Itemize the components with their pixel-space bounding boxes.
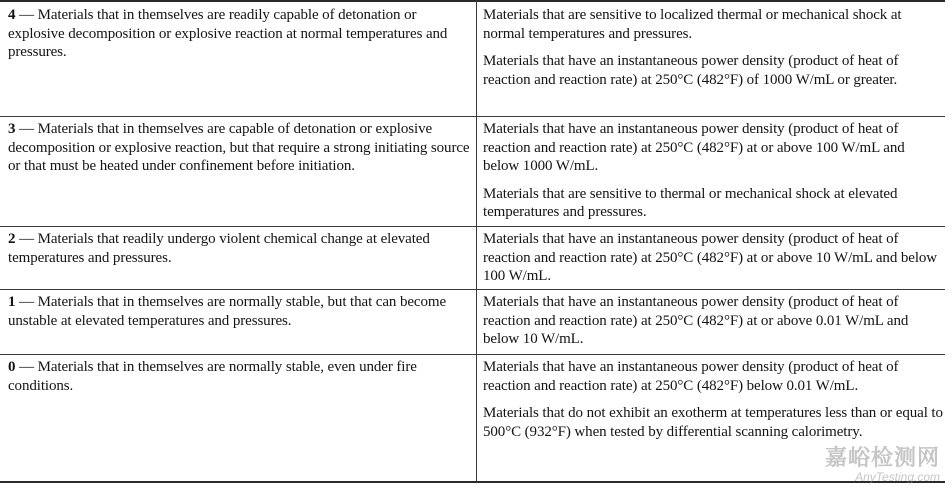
- row-4-definition-1: Materials that are sensitive to localized thermal or mechanical shock at normal temperatures and pressures.: [483, 7, 902, 42]
- row-2-criterion: Materials that readily undergo violent chemical change at elevated temperatures and pressures.: [8, 231, 430, 266]
- row-2-level: 2: [8, 231, 16, 247]
- row-3-definition-1: Materials that have an instantaneous power density (product of heat of reaction and reaction rate) at 250°C (482°F) at or above 100 W/mL and below 1000 W/mL.: [483, 121, 905, 174]
- row-4-dash: —: [19, 7, 34, 23]
- row-2-definition-1: Materials that have an instantaneous power density (product of heat of reaction and reaction rate) at 250°C (482°F) at or above 10 W/mL and below 100 W/mL.: [483, 231, 938, 284]
- row-2-definition-cell: [483, 230, 943, 295]
- row-3-level: 3: [8, 121, 16, 137]
- row-1-criterion-cell: [8, 293, 470, 330]
- row-separator: [0, 116, 945, 117]
- row-4-level: 4: [8, 7, 16, 23]
- row-2-criterion-cell: [8, 230, 470, 267]
- row-1-dash: —: [19, 294, 34, 310]
- watermark-logo-text: 嘉峪检测网: [824, 446, 940, 471]
- row-0-criterion: Materials that in themselves are normally stable, even under fire conditions.: [8, 359, 417, 394]
- watermark-url: AnyTesting.com: [855, 470, 940, 484]
- row-3-definition-cell: [483, 120, 943, 231]
- row-separator: [0, 289, 945, 290]
- row-separator: [0, 354, 945, 355]
- row-0-criterion-cell: [8, 358, 470, 395]
- row-1-level: 1: [8, 294, 16, 310]
- row-3-definition-2: Materials that are sensitive to thermal or mechanical shock at elevated temperatures and pressures.: [483, 185, 898, 220]
- column-divider: [476, 0, 477, 483]
- row-2-dash: —: [19, 231, 34, 247]
- watermark: [825, 441, 940, 484]
- table-bottom-rule: [0, 481, 945, 483]
- row-1-definition-1: Materials that have an instantaneous power density (product of heat of reaction and reaction rate) at 250°C (482°F) at or above 0.01 W/mL and below 10 W/mL.: [483, 294, 909, 347]
- row-4-definition-cell: [483, 6, 943, 98]
- row-1-criterion: Materials that in themselves are normally stable, but that can become unstable at elevated temperatures and pressures.: [8, 294, 447, 329]
- row-3-criterion-cell: [8, 120, 470, 176]
- row-3-dash: —: [19, 121, 34, 137]
- row-1-definition-cell: [483, 293, 943, 358]
- row-3-criterion: Materials that in themselves are capable of detonation or explosive decomposition or explosive reaction, but that require a strong initiating source or that must be heated under confinement before initiation.: [8, 121, 470, 174]
- row-4-criterion-cell: [8, 6, 470, 62]
- row-4-definition-2: Materials that have an instantaneous power density (product of heat of reaction and reaction rate) at 250°C (482°F) of 1000 W/mL or greater.: [483, 53, 899, 88]
- row-separator: [0, 226, 945, 227]
- row-0-definition-1: Materials that have an instantaneous power density (product of heat of reaction and reaction rate) at 250°C (482°F) below 0.01 W/mL.: [483, 359, 899, 394]
- row-0-definition-cell: [483, 358, 943, 450]
- row-4-criterion: Materials that in themselves are readily capable of detonation or explosive decomposition or explosive reaction at normal temperatures and pressures.: [8, 7, 448, 60]
- row-0-level: 0: [8, 359, 16, 375]
- table-top-rule: [0, 0, 945, 2]
- row-0-dash: —: [19, 359, 34, 375]
- row-0-definition-2: Materials that do not exhibit an exotherm at temperatures less than or equal to 500°C (932°F) when tested by differential scanning calorimetry.: [483, 405, 943, 440]
